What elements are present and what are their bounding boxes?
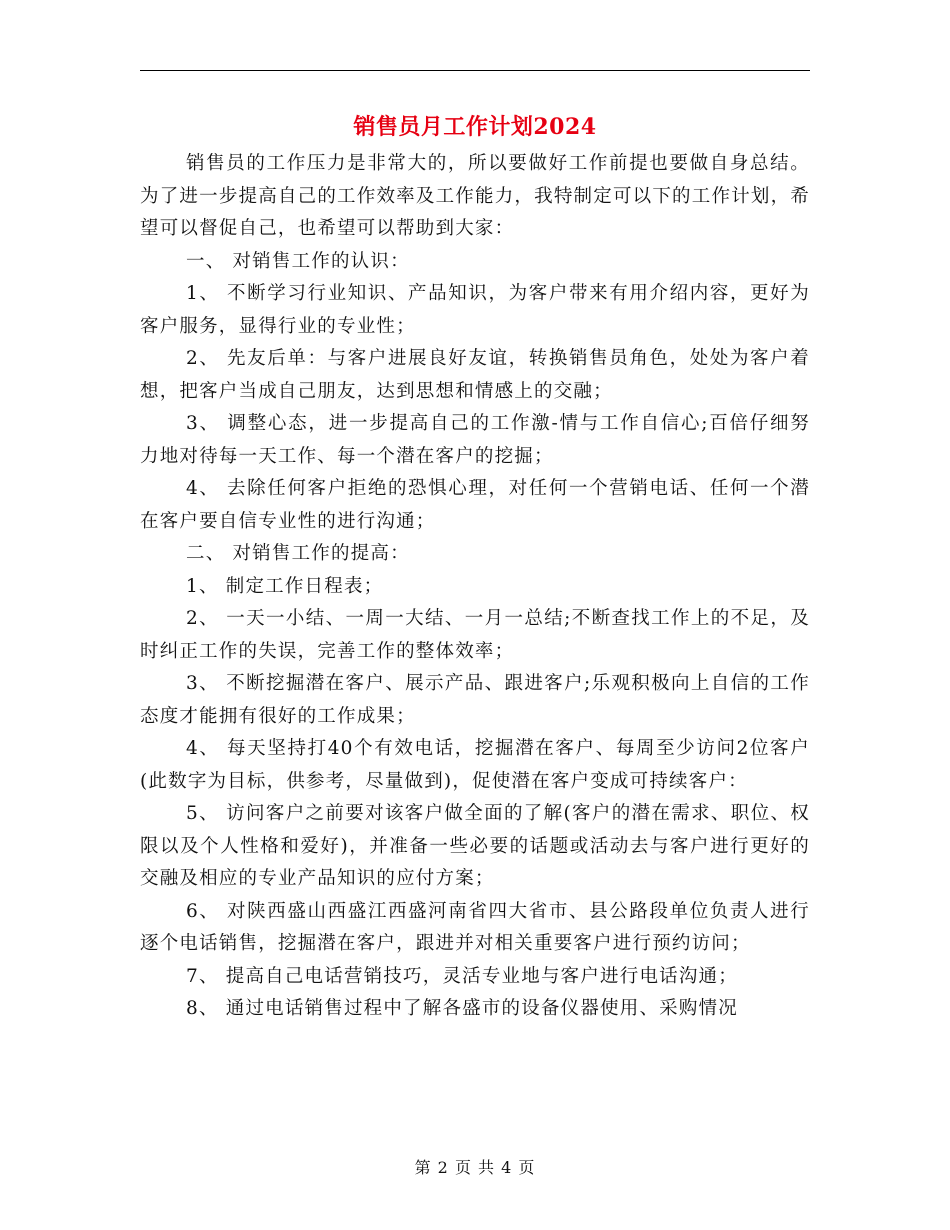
- intro-paragraph: 销售员的工作压力是非常大的，所以要做好工作前提也要做自身总结。为了进一步提高自己的工作效率及工作能力，我特制定可以下的工作计划，希望可以督促自己，也希望可以帮助到大家：: [140, 153, 810, 239]
- list-item: 3、 不断挖掘潜在客户、展示产品、跟进客户;乐观积极向上自信的工作态度才能拥有很好的工作成果；: [140, 673, 810, 727]
- list-item: 8、 通过电话销售过程中了解各盛市的设备仪器使用、采购情况: [186, 998, 738, 1019]
- list-item: 6、 对陕西盛山西盛江西盛河南省四大省市、县公路段单位负责人进行逐个电话销售，挖掘潜在客户，跟进并对相关重要客户进行预约访问；: [140, 900, 810, 954]
- list-item: 4、 每天坚持打40个有效电话，挖掘潜在客户、每周至少访问2位客户(此数字为目标，供参考，尽量做到)，促使潜在客户变成可持续客户：: [140, 738, 810, 792]
- list-item: 2、 一天一小结、一周一大结、一月一总结;不断查找工作上的不足，及时纠正工作的失误，完善工作的整体效率；: [140, 608, 810, 662]
- header-rule: [140, 70, 810, 71]
- page-footer: 第 2 页 共 4 页: [414, 1158, 536, 1177]
- list-item: 5、 访问客户之前要对该客户做全面的了解(客户的潜在需求、职位、权限以及个人性格和爱好)，并准备一些必要的话题或活动去与客户进行更好的交融及相应的专业产品知识的应付方案；: [140, 803, 810, 889]
- list-item: 3、 调整心态，进一步提高自己的工作激-情与工作自信心;百倍仔细努力地对待每一天工作、每一个潜在客户的挖掘；: [140, 413, 810, 467]
- document-title: 销售员月工作计划2024: [353, 114, 597, 140]
- list-item: 1、 不断学习行业知识、产品知识，为客户带来有用介绍内容，更好为客户服务，显得行业的专业性；: [140, 283, 810, 337]
- list-item: 2、 先友后单：与客户进展良好友谊，转换销售员角色，处处为客户着想，把客户当成自己朋友，达到思想和情感上的交融；: [140, 348, 810, 402]
- list-item: 4、 去除任何客户拒绝的恐惧心理，对任何一个营销电话、任何一个潜在客户要自信专业性的进行沟通；: [140, 478, 810, 532]
- section-heading-2: 二、 对销售工作的提高：: [186, 543, 410, 564]
- document-body: [140, 148, 810, 1026]
- list-item: 1、 制定工作日程表；: [186, 575, 384, 597]
- section-heading-1: 一、 对销售工作的认识：: [186, 250, 410, 272]
- list-item: 7、 提高自己电话营销技巧，灵活专业地与客户进行电话沟通；: [186, 965, 738, 987]
